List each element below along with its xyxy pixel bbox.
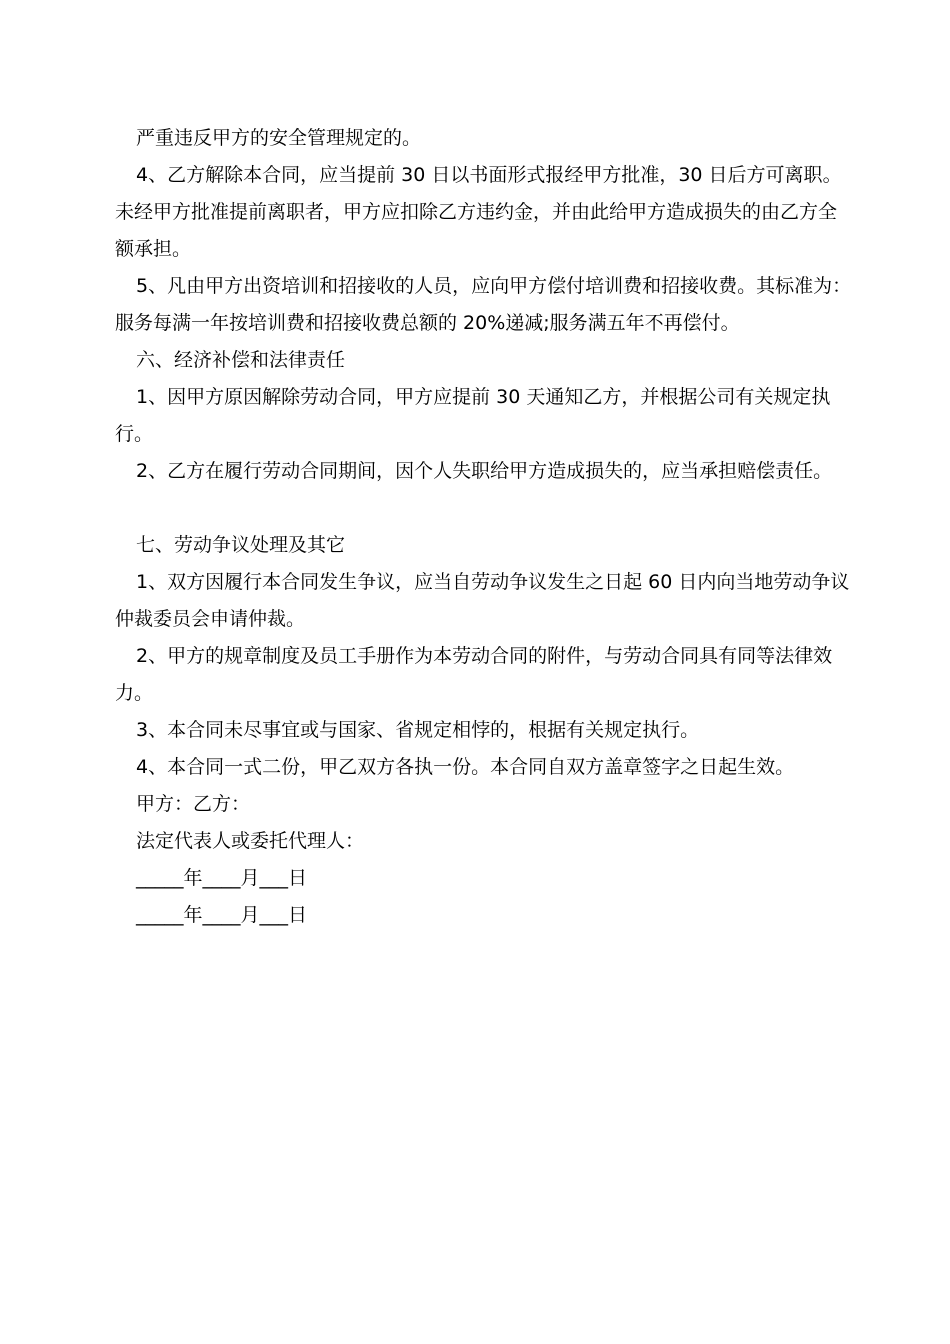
- paragraph-arbitration: 1、双方因履行本合同发生争议，应当自劳动争议发生之日起 60 日内向当地劳动争议仲裁委员会申请仲裁。: [115, 571, 850, 630]
- section-heading-compensation: 六、经济补偿和法律责任: [136, 349, 346, 371]
- paragraph-handbook-attachment: 2、甲方的规章制度及员工手册作为本劳动合同的附件，与劳动合同具有同等法律效力。: [115, 645, 833, 704]
- paragraph-employer-termination: 1、因甲方原因解除劳动合同，甲方应提前 30 天通知乙方，并根据公司有关规定执行。: [115, 386, 831, 445]
- paragraph-copies-effective: 4、本合同一式二份，甲乙双方各执一份。本合同自双方盖章签字之日起生效。: [136, 756, 795, 778]
- paragraph-employee-liability: 2、乙方在履行劳动合同期间，因个人失职给甲方造成损失的，应当承担赔偿责任。: [136, 460, 833, 482]
- signature-parties: 甲方：乙方：: [136, 793, 251, 815]
- document-page: [115, 120, 855, 934]
- signature-representative: 法定代表人或委托代理人：: [136, 830, 365, 852]
- paragraph-training-reimbursement: 5、凡由甲方出资培训和招接收的人员，应向甲方偿付培训费和招接收费。其标准为：服务每满一年按培训费和招接收费总额的 20%递减;服务满五年不再偿付。: [115, 275, 852, 334]
- paragraph-termination-notice: 4、乙方解除本合同，应当提前 30 日以书面形式报经甲方批准，30 日后方可离职。未经甲方批准提前离职者，甲方应扣除乙方违约金，并由此给甲方造成损失的由乙方全额承担。: [115, 164, 842, 260]
- signature-date-party-b: _____年____月___日: [136, 904, 308, 926]
- paragraph-spacer: [115, 490, 855, 527]
- paragraph-unresolved-matters: 3、本合同未尽事宜或与国家、省规定相悖的，根据有关规定执行。: [136, 719, 700, 741]
- section-heading-disputes: 七、劳动争议处理及其它: [136, 534, 346, 556]
- paragraph-safety-violation: 严重违反甲方的安全管理规定的。: [136, 127, 422, 149]
- signature-date-party-a: _____年____月___日: [136, 867, 308, 889]
